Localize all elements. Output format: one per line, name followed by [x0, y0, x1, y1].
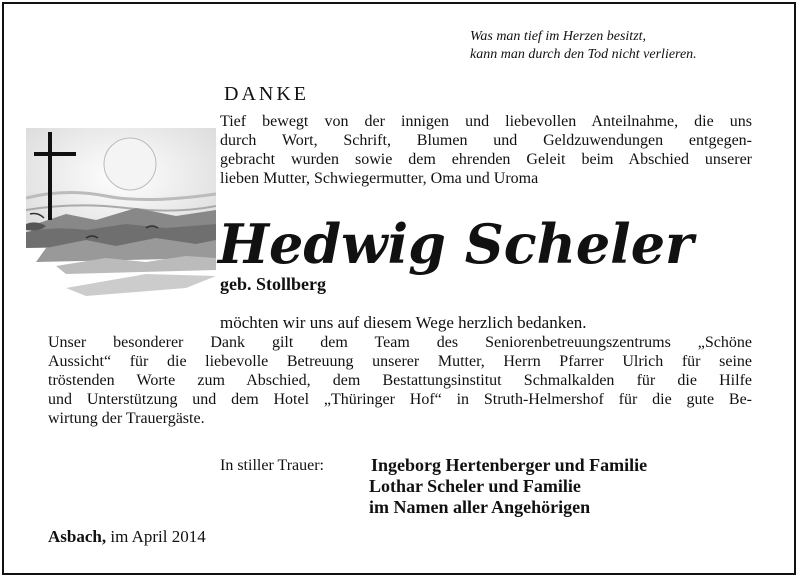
- thanks-line: möchten wir uns auf diesem Wege herzlich bedanken.: [220, 313, 587, 332]
- place-and-date: [48, 527, 206, 547]
- body-line: Aussicht“ für die liebevolle Betreuung unserer Mutter, Herrn Pfarrer Ulrich für seine: [48, 353, 752, 370]
- date: im April 2014: [110, 527, 206, 546]
- mourner-name: Lothar Scheler und Familie: [369, 476, 581, 496]
- quote-line-1: Was man tief im Herzen besitzt,: [470, 29, 647, 44]
- mourners-list: [369, 455, 647, 518]
- intro-line: gebracht wurden sowie dem ehrenden Geleit beim Abschied unserer: [220, 151, 752, 168]
- heading-danke: DANKE: [224, 83, 309, 105]
- place: Asbach,: [48, 527, 107, 546]
- body-line: tröstenden Worte zum Abschied, dem Bestattungsinstitut Schmalkalden für die Hilfe: [48, 372, 752, 389]
- intro-paragraph: [220, 112, 752, 188]
- gratitude-paragraph: [48, 333, 752, 428]
- intro-line: lieben Mutter, Schwiegermutter, Oma und Uroma: [220, 170, 539, 187]
- maiden-name: geb. Stollberg: [220, 274, 326, 294]
- body-line: und Unterstützung und dem Hotel „Thüringer Hof“ in Struth-Helmershof für die gute Be-: [48, 391, 752, 408]
- body-line: Unser besonderer Dank gilt dem Team des Seniorenbetreuungszentrums „Schöne: [48, 334, 752, 351]
- cross-and-sunset-landscape-icon: [26, 128, 216, 310]
- mourner-name: im Namen aller Angehörigen: [369, 497, 591, 517]
- memorial-quote: [470, 28, 697, 64]
- body-line: wirtung der Trauergäste.: [48, 410, 205, 427]
- mourner-name: Ingeborg Hertenberger und Familie: [371, 455, 648, 475]
- intro-line: durch Wort, Schrift, Blumen und Geldzuwendungen entgegen-: [220, 132, 752, 149]
- mourning-label: In stiller Trauer:: [220, 457, 324, 474]
- deceased-name: Hedwig Scheler: [218, 212, 694, 276]
- quote-line-2: kann man durch den Tod nicht verlieren.: [470, 47, 697, 62]
- intro-line: Tief bewegt von der innigen und liebevollen Anteilnahme, die uns: [220, 113, 752, 130]
